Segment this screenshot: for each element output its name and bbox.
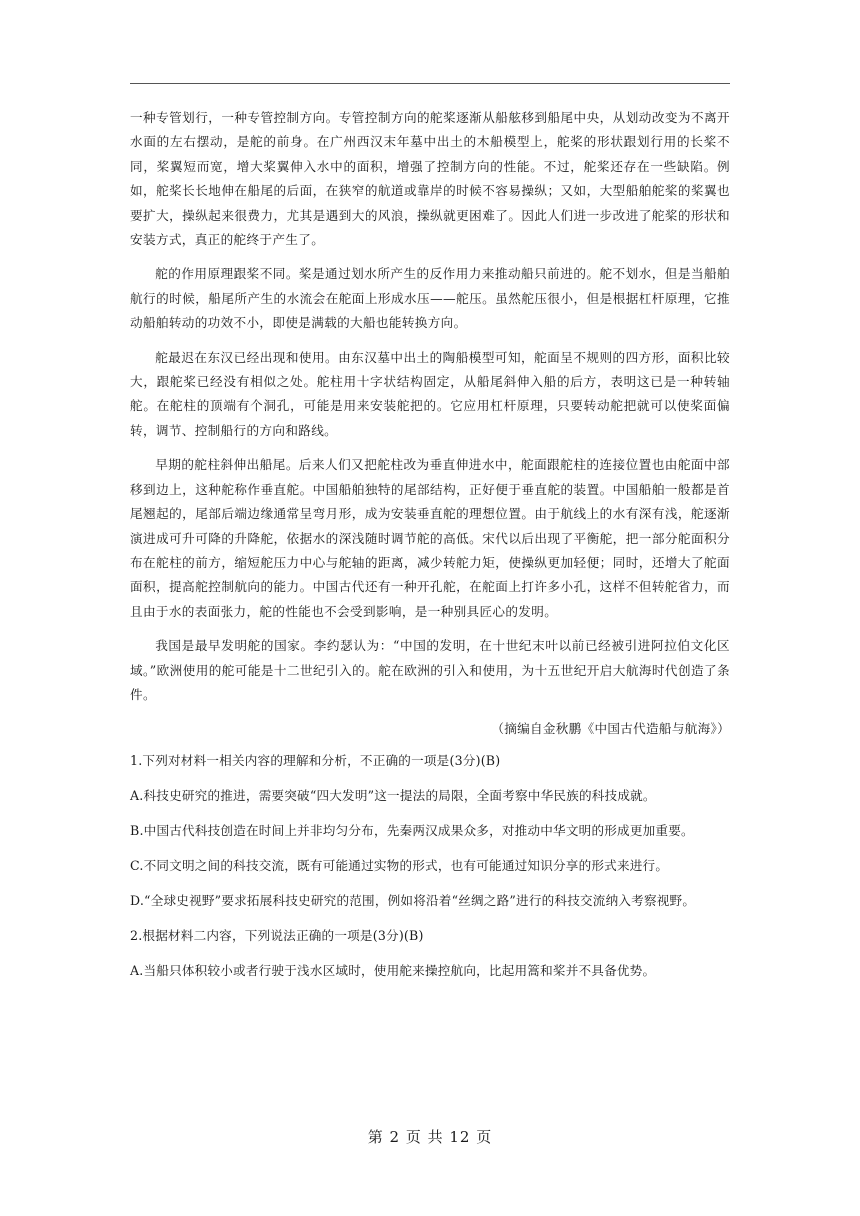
option-a: A.当船只体积较小或者行驶于浅水区域时，使用舵来操控航向，比起用篙和桨并不具备优势。 bbox=[130, 963, 656, 979]
question-stem: 1.下列对材料一相关内容的理解和分析，不正确的一项是(3分)(B) bbox=[130, 753, 501, 769]
paragraph: 舵最迟在东汉已经出现和使用。由东汉墓中出土的陶船模型可知，舵面呈不规则的四方形，面积比较大，跟舵桨已经没有相似之处。舵柱用十字状结构固定，从船尾斜伸入船的后方，表明这已是一种转轴舵。在舵柱的顶端有个洞孔，可能是用来安装舵把的。它应用杠杆原理，只要转动舵把就可以使桨面偏转，调节、控制船行的方向和路线。 bbox=[130, 349, 730, 438]
source-citation: （摘编自金秋鹏《中国古代造船与航海》） bbox=[491, 721, 730, 737]
paragraph: 早期的舵柱斜伸出船尾。后来人们又把舵柱改为垂直伸进水中，舵面跟舵柱的连接位置也由舵面中部移到边上，这种舵称作垂直舵。中国船舶独特的尾部结构，正好便于垂直舵的装置。中国船舶一般都是首尾翘起的，尾部后端边缘通常呈弯月形，成为安装垂直舵的理想位置。由于航线上的水有深有浅，舵逐渐演进成可升可降的升降舵，依据水的深浅随时调节舵的高低。宋代以后出现了平衡舵，把一部分舵面积分布在舵柱的前方，缩短舵压力中心与舵轴的距离，减少转舵力矩，使操纵更加轻便；同时，还增大了舵面面积，提高舵控制航向的能力。中国古代还有一种开孔舵，在舵面上打许多小孔，这样不但转舵省力，而且由于水的表面张力，舵的性能也不会受到影响，是一种别具匠心的发明。 bbox=[130, 457, 730, 619]
paragraph: 一种专管划行，一种专管控制方向。专管控制方向的舵桨逐渐从船舷移到船尾中央，从划动改变为不离开水面的左右摆动，是舵的前身。在广州西汉末年墓中出土的木船模型上，舵桨的形状跟划行用的长桨不同，桨翼短而宽，增大桨翼伸入水中的面积，增强了控制方向的性能。不过，舵桨还存在一些缺陷。例如，舵桨长长地伸在船尾的后面，在狭窄的航道或靠岸的时候不容易操纵；又如，大型船舶舵桨的桨翼也要扩大，操纵起来很费力，尤其是遇到大的风浪，操纵就更困难了。因此人们进一步改进了舵桨的形状和安装方式，真正的舵终于产生了。 bbox=[130, 110, 730, 248]
option-b: B.中国古代科技创造在时间上并非均匀分布，先秦两汉成果众多，对推动中华文明的形成更加重要。 bbox=[130, 823, 694, 839]
option-c: C.不同文明之间的科技交流，既有可能通过实物的形式，也有可能通过知识分享的形式来进行。 bbox=[130, 858, 669, 874]
page-footer: 第 2 页 共 12 页 bbox=[367, 1128, 493, 1146]
question-stem: 2.根据材料二内容，下列说法正确的一项是(3分)(B) bbox=[130, 928, 424, 944]
option-d: D.“全球史视野”要求拓展科技史研究的范围，例如将沿着“丝绸之路”进行的科技交流纳入考察视野。 bbox=[130, 893, 696, 909]
paragraph: 舵的作用原理跟桨不同。桨是通过划水所产生的反作用力来推动船只前进的。舵不划水，但是当船舶航行的时候，船尾所产生的水流会在舵面上形成水压——舵压。虽然舵压很小，但是根据杠杆原理，它推动船舶转动的功效不小，即使是满载的大船也能转换方向。 bbox=[130, 266, 730, 331]
header-rule bbox=[130, 83, 730, 84]
paragraph: 我国是最早发明舵的国家。李约瑟认为：“中国的发明，在十世纪末叶以前已经被引进阿拉伯文化区域。”欧洲使用的舵可能是十二世纪引入的。舵在欧洲的引入和使用，为十五世纪开启大航海时代创造了条件。 bbox=[130, 638, 730, 702]
option-a: A.科技史研究的推进，需要突破“四大发明”这一提法的局限，全面考察中华民族的科技成就。 bbox=[130, 788, 656, 804]
document-body bbox=[130, 106, 730, 994]
